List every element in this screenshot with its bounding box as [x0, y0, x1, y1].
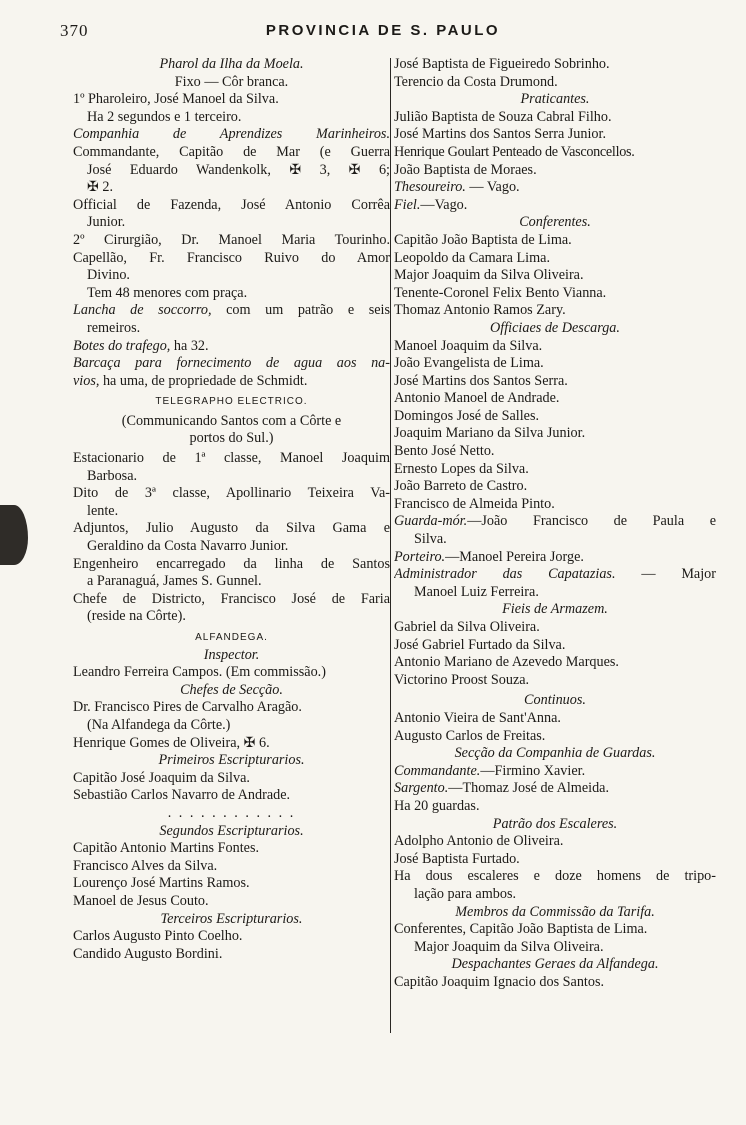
text-line: ✠ 2. — [87, 179, 114, 196]
text-span: —Firmino Xavier. — [480, 762, 586, 779]
text-line: Official de Fazenda, José Antonio Corrêa — [73, 196, 390, 213]
text-line: Capitão Antonio Martins Fontes. — [73, 840, 260, 857]
running-title: PROVINCIA DE S. PAULO — [265, 22, 501, 39]
text-line: José Martins dos Santos Serra. — [394, 372, 568, 389]
text-line: Thomaz Antonio Ramos Zary. — [394, 302, 566, 319]
text-line — [394, 780, 716, 798]
text-line: José Eduardo Wandenkolk, ✠ 3, ✠ 6; — [87, 161, 390, 178]
text-line: João Barreto de Castro. — [394, 478, 528, 495]
text-line: Ha 2 segundos e 1 terceiro. — [87, 108, 242, 125]
text-line: Estacionario de 1ª classe, Manoel Joaquim — [73, 450, 390, 467]
text-line — [73, 373, 390, 391]
text-line — [394, 197, 716, 215]
text-line: Engenheiro encarregado da linha de Santos — [73, 555, 390, 572]
right-column — [394, 56, 716, 991]
text-line: Capitão João Baptista de Lima. — [394, 231, 572, 248]
text-span: —Thomaz José de Almeida. — [448, 780, 610, 797]
text-line: lação para ambos. — [414, 885, 517, 902]
text-span: com um patrão e seis — [211, 302, 390, 319]
text-line: Dito de 3ª classe, Apollinario Teixeira Va- — [73, 485, 390, 502]
text-line: Ha 20 guardas. — [394, 797, 480, 814]
text-line — [394, 513, 716, 531]
text-line: Adjuntos, Julio Augusto da Silva Gama e — [73, 520, 390, 537]
page-header — [60, 22, 706, 46]
text-span: —Manoel Pereira Jorge. — [445, 548, 584, 565]
text-line: Conferentes, Capitão João Baptista de Lima. — [394, 921, 648, 938]
label-italic: Fiel. — [394, 196, 421, 213]
text-span: ha uma, de propriedade de Schmidt. — [99, 372, 308, 389]
text-line — [73, 338, 390, 356]
text-line: José Baptista Furtado. — [394, 850, 520, 867]
text-line: a Paranaguá, James S. Gunnel. — [87, 573, 262, 590]
text-line: Junior. — [87, 214, 126, 231]
text-line: Terencio da Costa Drumond. — [394, 73, 558, 90]
label-italic: Thesoureiro. — [394, 179, 466, 196]
text-line: João Evangelista de Lima. — [394, 355, 544, 372]
text-line: (reside na Côrte). — [87, 608, 186, 625]
text-line: Barcaça para fornecimento de agua aos na- — [73, 355, 390, 372]
text-line: Fixo — Côr branca. — [174, 73, 289, 90]
text-span: —João Francisco de Paula e — [467, 513, 716, 530]
text-line — [394, 179, 716, 197]
text-line: lente. — [87, 502, 119, 519]
section-heading: Segundos Escripturarios. — [159, 822, 304, 839]
text-line: José Baptista de Figueiredo Sobrinho. — [394, 56, 610, 72]
column-divider — [390, 58, 391, 1033]
text-line: Antonio Vieira de Sant'Anna. — [394, 709, 561, 726]
section-heading: Despachantes Geraes da Alfandega. — [451, 956, 659, 973]
text-line: Dr. Francisco Pires de Carvalho Aragão. — [73, 699, 302, 716]
label-italic: Porteiro. — [394, 548, 446, 565]
text-line — [394, 566, 716, 584]
label-italic: Administrador das Capatazias. — [394, 566, 616, 583]
text-line: Leandro Ferreira Campos. (Em commissão.) — [73, 664, 326, 681]
section-heading: Primeiros Escripturarios. — [158, 752, 305, 769]
text-line: Ernesto Lopes da Silva. — [394, 460, 529, 477]
text-line: Manoel de Jesus Couto. — [73, 892, 209, 909]
page-number: 370 — [60, 21, 89, 40]
text-line: Capellão, Fr. Francisco Ruivo do Amor — [73, 249, 390, 266]
text-span: — Vago. — [465, 179, 520, 196]
section-heading: Chefes de Secção. — [180, 681, 283, 698]
section-heading: Membros da Commissão da Tarifa. — [455, 903, 655, 920]
text-line: Victorino Proost Souza. — [394, 671, 530, 688]
text-line — [394, 763, 716, 781]
text-line: 2º Cirurgião, Dr. Manoel Maria Tourinho. — [73, 231, 390, 248]
text-line: portos do Sul.) — [189, 430, 274, 447]
text-line: Geraldino da Costa Navarro Junior. — [87, 538, 289, 555]
section-heading: Conferentes. — [519, 214, 591, 231]
section-heading: Patrão dos Escaleres. — [492, 815, 618, 832]
label-italic: Sargento. — [394, 780, 449, 797]
text-line: Carlos Augusto Pinto Coelho. — [73, 928, 243, 945]
text-line: João Baptista de Moraes. — [394, 161, 537, 178]
text-line: Tenente-Coronel Felix Bento Vianna. — [394, 284, 607, 301]
text-line: Capitão Joaquim Ignacio dos Santos. — [394, 973, 605, 990]
section-heading: Terceiros Escripturarios. — [160, 910, 303, 927]
text-line: Antonio Mariano de Azevedo Marques. — [394, 654, 619, 671]
label-italic: vios, — [73, 372, 100, 389]
text-line: Gabriel da Silva Oliveira. — [394, 619, 540, 635]
section-heading: Pharol da Ilha da Moela. — [159, 56, 304, 72]
text-line: Candido Augusto Bordini. — [73, 945, 223, 962]
text-line: remeiros. — [87, 319, 141, 336]
text-line: Leopoldo da Camara Lima. — [394, 249, 551, 266]
text-line: Henrique Gomes de Oliveira, ✠ 6. — [73, 734, 270, 751]
section-heading: Praticantes. — [520, 91, 590, 108]
text-line: José Martins dos Santos Serra Junior. — [394, 126, 607, 143]
section-heading: Inspector. — [203, 646, 260, 663]
text-line: Manoel Joaquim da Silva. — [394, 337, 543, 354]
dot-leader: . . . . . . . . . . . . — [167, 804, 296, 821]
label-italic: Commandante. — [394, 762, 481, 779]
text-line: (Communicando Santos com a Côrte e — [121, 412, 342, 429]
text-span: ha 32. — [170, 337, 209, 354]
text-line: Barbosa. — [87, 467, 138, 484]
text-line: Silva. — [414, 531, 447, 548]
text-line — [394, 549, 716, 567]
text-line: Henrique Goulart Penteado de Vasconcellos. — [394, 143, 635, 160]
section-heading: Officiaes de Descarga. — [490, 319, 620, 336]
section-heading: Fieis de Armazem. — [502, 601, 608, 618]
text-line: Julião Baptista de Souza Cabral Filho. — [394, 108, 612, 125]
section-heading: TELEGRAPHO ELECTRICO. — [155, 396, 308, 408]
text-line: José Gabriel Furtado da Silva. — [394, 636, 566, 653]
text-line: Bento José Netto. — [394, 443, 495, 460]
text-line: Major Joaquim da Silva Oliveira. — [394, 267, 584, 284]
text-line: Sebastião Carlos Navarro de Andrade. — [73, 787, 291, 804]
section-heading: Companhia de Aprendizes Marinheiros. — [73, 126, 390, 143]
text-line: Commandante, Capitão de Mar (e Guerra — [73, 143, 390, 160]
section-heading: ALFANDEGA. — [195, 632, 268, 643]
text-line: Divino. — [87, 267, 130, 284]
text-line: (Na Alfandega da Côrte.) — [87, 716, 231, 733]
text-line: Manoel Luiz Ferreira. — [414, 583, 539, 600]
text-line: Antonio Manoel de Andrade. — [394, 390, 560, 407]
text-line: Lourenço José Martins Ramos. — [73, 875, 250, 892]
left-column — [73, 56, 390, 963]
text-line: Adolpho Antonio de Oliveira. — [394, 833, 564, 850]
text-line: Francisco Alves da Silva. — [73, 857, 218, 874]
text-line: Augusto Carlos de Freitas. — [394, 727, 546, 744]
text-line: Chefe de Districto, Francisco José de Faria — [73, 590, 390, 607]
section-heading: Continuos. — [524, 692, 586, 709]
label-italic: Lancha de soccorro, — [73, 302, 212, 319]
ink-stain — [0, 505, 28, 565]
text-span: — Major — [615, 566, 716, 583]
text-line: Joaquim Mariano da Silva Junior. — [394, 425, 586, 442]
text-span: —Vago. — [420, 196, 468, 213]
text-line: Domingos José de Salles. — [394, 407, 540, 424]
text-line: 1º Pharoleiro, José Manoel da Silva. — [73, 91, 279, 108]
label-italic: Guarda-mór. — [394, 513, 468, 530]
label-italic: Botes do trafego, — [73, 337, 171, 354]
text-line: Francisco de Almeida Pinto. — [394, 495, 555, 512]
text-line: Capitão José Joaquim da Silva. — [73, 769, 250, 786]
text-line — [73, 302, 390, 320]
text-line: Major Joaquim da Silva Oliveira. — [414, 938, 604, 955]
section-heading: Secção da Companhia de Guardas. — [454, 745, 656, 762]
text-line: Tem 48 menores com praça. — [87, 284, 248, 301]
text-line: Ha dous escaleres e doze homens de tripo- — [394, 868, 716, 885]
